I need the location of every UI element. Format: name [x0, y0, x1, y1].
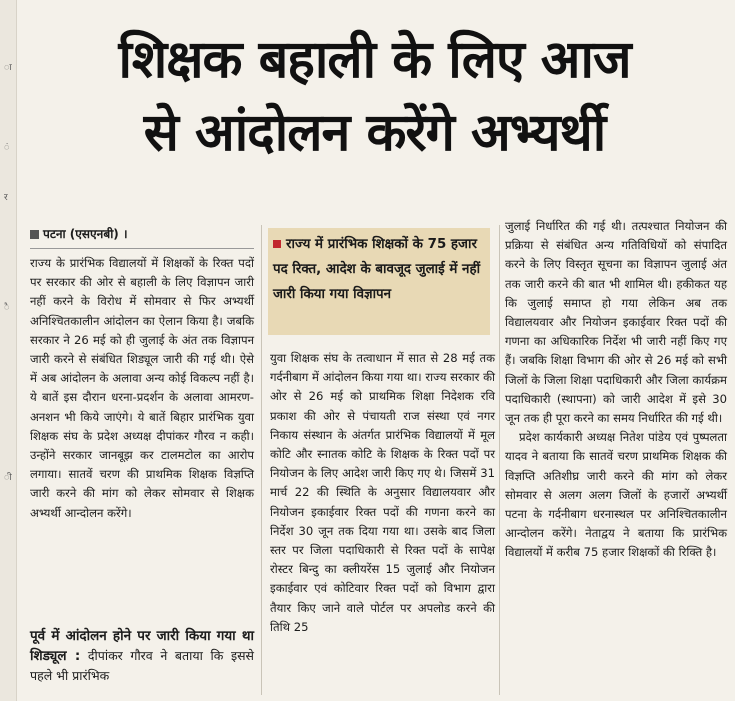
- headline-line-1: शिक्षक बहाली के लिए आज: [118, 30, 631, 90]
- highlight-box: [268, 228, 490, 335]
- article-column-1: [30, 254, 254, 523]
- headline-line-2: से आंदोलन करेंगे अभ्यर्थी: [143, 103, 606, 163]
- column-1-text: राज्य के प्रारंभिक विद्यालयों में शिक्षकों के रिक्त पदों पर सरकार की ओर से बहाली के लिए विज्ञापन जारी नहीं करने के विरोध में सोमवार से फिर अभ्यर्थी अनिश्चितकालीन आंदोलन का ऐलान किया है। जबकि सरकार ने 26 मई को ही जुलाई के अंत तक विज्ञापन जारी करने से संबंधित शिड्यूल जारी की गई थी। ऐसे में अब आंदोलन के अलावा अन्य कोई विकल्प नहीं है। ये बातें इस दौरान धरना-प्रदर्शन के अलावा आमरण-अनशन भी किये जाएंगे। ये बातें बिहार प्रारंभिक युवा शिक्षक संघ के प्रदेश अध्यक्ष दीपांकर गौरव न कही। उन्होंने सरकार जानबूझ कर टालमटोल का आरोप लगाया। सातवें चरण की प्राथमिक शिक्षक विज्ञप्ति जारी करने की मांग को लेकर सोमवार से शिक्षक अभ्यर्थी आन्दोलन करेंगे।: [30, 256, 254, 520]
- highlight-text: राज्य में प्रारंभिक शिक्षकों के 75 हजार पद रिक्त, आदेश के बावजूद जुलाई में नहीं जारी किया गया विज्ञापन: [273, 237, 481, 302]
- article-column-3: [505, 217, 727, 563]
- column-divider: [261, 225, 262, 695]
- gutter-mark: ं: [4, 143, 10, 153]
- square-bullet-icon: [30, 230, 39, 239]
- column-3-paragraph-2: प्रदेश कार्यकारी अध्यक्ष नितेश पांडेय एवं पुष्पलता यादव ने बताया कि सातवें चरण प्राथमिक शिक्षक की विज्ञप्ति अतिशीघ्र जारी करने की मांग को लेकर सोमवार से अलग अलग जिलों के हजारों अभ्यर्थी पटना के गर्दनीबाग धरनास्थल पर अनिश्चितकालीन आन्दोलन करेंगे। नेताद्वय ने बताया कि प्रारंभिक विद्यालयों में करीब 75 हजार शिक्षकों की रिक्ति है।: [505, 430, 727, 560]
- sub-heading-title: पूर्व में आंदोलन होने पर जारी किया गया था शिड्यूल :: [30, 628, 254, 664]
- article-column-2: [270, 349, 495, 637]
- article-headline: [22, 24, 727, 170]
- dateline-text: पटना (एसएनबी) ।: [43, 227, 128, 241]
- adjacent-column-edge: [0, 0, 17, 701]
- gutter-mark: ी: [4, 473, 12, 483]
- column-divider: [499, 225, 500, 695]
- column-2-text: युवा शिक्षक संघ के तत्वाधान में सात से 28 मई तक गर्दनीबाग में आंदोलन किया गया था। राज्य सरकार की ओर से 26 मई को प्राथमिक शिक्षा निदेशक रवि प्रकाश की ओर से पंचायती राज संस्था एवं नगर निकाय संस्थान के अंतर्गत प्रारंभिक विद्यालयों में मूल कोटि और स्नातक कोटि के शिक्षक के रिक्त पदों पर नियोजन के लिए आदेश जारी किए गए थे। जिसमें 31 मार्च 22 की स्थिति के अनुसार विद्यालयवार और नियोजन इकाईवार रिक्त पदों की गणना करने का निर्देश 30 जून तक दिया गया था। उसके बाद जिला स्तर पर जिला पदाधिकारी से रिक्त पदों के सापेक्ष रोस्टर बिन्दु का क्लीयरेंस 15 जुलाई और नियोजन इकाईवार एवं कोटिवार रिक्त पदों को विभाग द्वारा तैयार किए जाने वाले पोर्टल पर अपलोड करने की तिथि 25: [270, 351, 495, 634]
- sub-heading-text: दीपांकर गौरव ने बताया कि इससे पहले भी प्रारंभिक: [30, 648, 254, 683]
- gutter-mark: ा: [4, 63, 12, 73]
- dateline: [30, 225, 254, 249]
- column-3-paragraph-1: जुलाई निर्धारित की गई थी। तत्पश्चात नियोजन की प्रक्रिया से संबंधित अन्य गतिविधियों को संपादित करने के लिए विस्तृत सूचना का विज्ञापन जुलाई अंत तक जारी करने की बात भी शामिल थी। हकीकत यह कि जुलाई समाप्त हो गया लेकिन अब तक विद्यालयवार और नियोजन इकाईवार रिक्त पदों की गणना का अधिकारिक निर्देश भी जारी नहीं किए गए हैं। जबकि शिक्षा विभाग की ओर से 26 मई को सभी जिलों के जिला शिक्षा पदाधिकारी और जिला कार्यक्रम पदाधिकारी (स्थापना) को जारी आदेश में इसे 30 जून तक ही पूरा करने का समय निर्धारित की गई थी।: [505, 219, 727, 426]
- sub-heading-paragraph: [30, 626, 254, 686]
- gutter-mark: ै: [4, 303, 10, 313]
- gutter-mark: र: [4, 193, 8, 203]
- red-square-bullet-icon: [273, 240, 281, 248]
